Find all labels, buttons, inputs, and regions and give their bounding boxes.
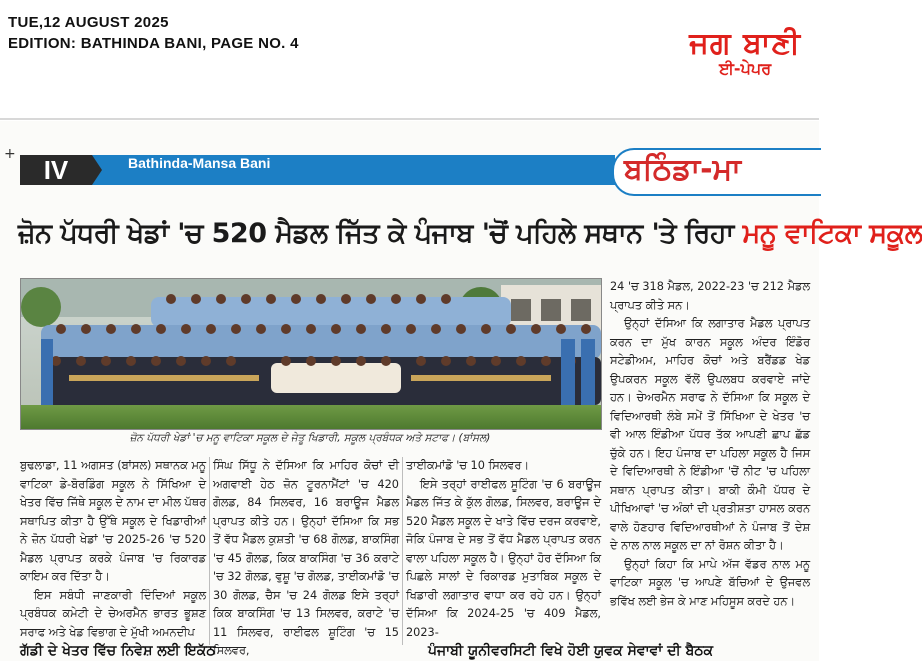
section-badge: [612, 148, 821, 196]
header-divider: [0, 118, 819, 120]
column-4-paragraph-1: 24 'ਚ 318 ਮੈਡਲ, 2022-23 'ਚ 212 ਮੈਡਲ ਪ੍ਰਾਪਤ ਕੀਤੇ ਸਨ।: [610, 280, 810, 312]
column-2-paragraph-1: ਸਿੰਘ ਸਿੱਧੂ ਨੇ ਦੱਸਿਆ ਕਿ ਮਾਹਿਰ ਕੋਚਾਂ ਦੀ ਅਗਵਾਈ ਹੇਠ ਜ਼ੋਨ ਟੂਰਨਾਮੈਂਟਾਂ 'ਚ 420 ਗੋਲਡ, 84 ਸਿਲਵਰ, 16 ਬਰਾਊਜ ਮੈਡਲ ਪ੍ਰਾਪਤ ਕੀਤੇ ਹਨ। ਉਨ੍ਹਾਂ ਦੱਸਿਆ ਕਿ ਸਭ ਤੋਂ ਵੱਧ ਮੈਡਲ ਕੁਸ਼ਤੀ 'ਚ 68 ਗੋਲਡ, ਬਾਕਸਿੰਗ 'ਚ 45 ਗੋਲਡ, ਕਿਕ ਬਾਕਸਿੰਗ 'ਚ 36 ਕਰਾਟੇ 'ਚ 32 ਗੋਲਡ, ਵੁਸ਼ੂ 'ਚ ਗੋਲਡ, ਤਾਈਕਮਾਂਡੋ 'ਚ 30 ਗੋਲਡ, ਚੈਸ 'ਚ 24 ਗੋਲਡ ਇਸੇ ਤਰ੍ਹਾਂ ਕਿਕ ਬਾਕਸਿੰਗ 'ਚ 13 ਸਿਲਵਰ, ਕਰਾਟੇ 'ਚ 11 ਸਿਲਵਰ, ਰਾਈਫਲ ਸ਼ੂਟਿੰਗ 'ਚ 15 ਸਿਲਵਰ,: [213, 459, 399, 657]
column-1-paragraph-1: ਬੁਢਲਾਡਾ, 11 ਅਗਸਤ (ਬਾਂਸਲ) ਸਥਾਨਕ ਮਨੂ ਵਾਟਿਕਾ ਡੇ-ਬੋਰਡਿੰਗ ਸਕੂਲ ਨੇ ਸਿੱਖਿਆ ਦੇ ਖੇਤਰ ਵਿੱਚ ਜਿੱਥੇ ਸਕੂਲ ਦੇ ਨਾਮ ਦਾ ਮੀਲ ਪੱਥਰ ਸਥਾਪਿਤ ਕੀਤਾ ਹੈ ਉੱਥੇ ਸਕੂਲ ਦੇ ਖਿਡਾਰੀਆਂ ਨੇ ਜ਼ੋਨ ਪੱਧਰੀ ਖੇਡਾਂ 'ਚ 2025-26 'ਚ 520 ਮੈਡਲ ਪ੍ਰਾਪਤ ਕਰਕੇ ਪੰਜਾਬ 'ਚ ਰਿਕਾਰਡ ਕਾਇਮ ਕਰ ਦਿੱਤਾ ਹੈ।: [20, 459, 206, 583]
page-number: IV: [20, 155, 92, 185]
section-band-title: Bathinda-Mansa Bani: [128, 155, 271, 171]
section-name: ਬਠਿੰਡਾ-ਮਾ: [624, 152, 741, 187]
next-headline-right: ਪੰਜਾਬੀ ਯੂਨੀਵਰਸਿਟੀ ਵਿਖੇ ਹੋਈ ਯੁਵਕ ਸੇਵਾਵਾਂ ਦੀ ਬੈਠਕ: [428, 643, 714, 659]
section-band: [20, 155, 615, 185]
column-3-paragraph-1: ਤਾਈਕਮਾਂਡੋ 'ਚ 10 ਸਿਲਵਰ।: [406, 459, 529, 472]
column-divider: [402, 457, 403, 645]
edition-info: EDITION: BATHINDA BANI, PAGE NO. 4: [8, 35, 299, 52]
headline-main: ਜ਼ੋਨ ਪੱਧਰੀ ਖੇਡਾਂ 'ਚ 520 ਮੈਡਲ ਜਿੱਤ ਕੇ ਪੰਜਾਬ 'ਚੋਂ ਪਹਿਲੇ ਸਥਾਨ 'ਤੇ ਰਿਹਾ: [18, 218, 734, 249]
next-headline-left: ਗੱਡੀ ਦੇ ਖੇਤਰ ਵਿੱਚ ਨਿਵੇਸ਼ ਲਈ ਇਕੱਠ: [20, 643, 216, 659]
issue-date: TUE,12 AUGUST 2025: [8, 14, 169, 31]
brand-subtitle: ਈ-ਪੇਪਰ: [719, 59, 772, 78]
jagbani-logo[interactable]: [689, 26, 801, 79]
crop-mark-icon: +: [4, 146, 16, 162]
epaper-header: [0, 0, 819, 118]
group-photo-image: [21, 279, 601, 429]
photo-caption: ਜ਼ੋਨ ਪੱਧਰੀ ਖੇਡਾਂ 'ਚ ਮਨੂ ਵਾਟਿਕਾ ਸਕੂਲ ਦੇ ਜੇਤੂ ਖਿਡਾਰੀ, ਸਕੂਲ ਪ੍ਰਬੰਧਕ ਅਤੇ ਸਟਾਫ। (ਬਾਂਸਲ): [129, 432, 491, 444]
column-1-paragraph-2: ਇਸ ਸਬੰਧੀ ਜਾਣਕਾਰੀ ਦਿੰਦਿਆਂ ਸਕੂਲ ਪ੍ਰਬੰਧਕ ਕਮੇਟੀ ਦੇ ਚੇਅਰਮੈਨ ਭਾਰਤ ਭੂਸ਼ਣ ਸਰਾਫ ਅਤੇ ਖੇਡ ਵਿਭਾਗ ਦੇ ਮੁੱਖੀ ਅਮਨਦੀਪ: [20, 588, 206, 639]
article-headline: [18, 218, 922, 258]
column-4-paragraph-2: ਉਨ੍ਹਾਂ ਦੱਸਿਆ ਕਿ ਲਗਾਤਾਰ ਮੈਡਲ ਪ੍ਰਾਪਤ ਕਰਨ ਦਾ ਮੁੱਖ ਕਾਰਨ ਸਕੂਲ ਅੰਦਰ ਇੰਡੋਰ ਸਟੇਡੀਅਮ, ਮਾਹਿਰ ਕੋਚਾਂ ਅਤੇ ਬਰੈਂਡਡ ਖੇਡ ਉਪਕਰਨ ਸਕੂਲ ਵੱਲੋਂ ਉਪਲਬਧ ਕਰਵਾਏ ਜਾਂਦੇ ਹਨ। ਚੇਅਰਮੈਨ ਸਰਾਫ ਨੇ ਦੱਸਿਆ ਕਿ ਸਕੂਲ ਦੇ ਵਿਦਿਆਰਥੀ ਲੰਬੇ ਸਮੇਂ ਤੋਂ ਸਿੱਖਿਆ ਦੇ ਖੇਤਰ 'ਚ ਵੀ ਆਲ ਇੰਡੀਆ ਪੱਧਰ ਤੱਕ ਆਪਣੀ ਛਾਪ ਛੱਡ ਚੁੱਕੇ ਹਨ। ਇਹ ਪੰਜਾਬ ਦਾ ਪਹਿਲਾ ਸਕੂਲ ਹੈ ਜਿਸ ਦੇ ਵਿਦਿਆਰਥੀ ਨੇ ਇੰਡੀਆ 'ਚੋਂ ਨੀਟ 'ਚ ਪਹਿਲਾ ਸਥਾਨ ਪ੍ਰਾਪਤ ਕੀਤਾ। ਬਾਕੀ ਕੌਮੀ ਪੱਧਰ ਦੇ ਪੀਖਿਆਵਾਂ 'ਚ ਅੰਕਾਂ ਦੀ ਪ੍ਰਤੀਸ਼ਤਾ ਹਾਸਲ ਕਰਨ ਵਾਲੇ ਹੋਣਹਾਰ ਵਿਦਿਆਰਥੀਆਂ ਨੇ ਪੰਜਾਬ ਤੋਂ ਦੇਸ਼ ਦੇ ਨਾਲ ਨਾਲ ਸਕੂਲ ਦਾ ਨਾਂ ਰੋਸ਼ਨ ਕੀਤਾ ਹੈ।: [610, 317, 810, 552]
article-column-3: [406, 457, 601, 647]
article-column-2: [213, 457, 399, 657]
column-3-paragraph-2: ਇਸੇ ਤਰ੍ਹਾਂ ਰਾਈਫਲ ਸੂਟਿੰਗ 'ਚ 6 ਬਰਾਊਜ ਮੈਡਲ ਜਿੱਤ ਕੇ ਕੁੱਲ ਗੋਲਡ, ਸਿਲਵਰ, ਬਰਾਊਜ ਦੇ 520 ਮੈਡਲ ਸਕੂਲ ਦੇ ਖਾਤੇ ਵਿੱਚ ਦਰਜ ਕਰਵਾਏ, ਜੋਕਿ ਪੰਜਾਬ ਦੇ ਸਭ ਤੋਂ ਵੱਧ ਮੈਡਲ ਪ੍ਰਾਪਤ ਕਰਨ ਵਾਲਾ ਪਹਿਲਾ ਸਕੂਲ ਹੈ। ਉਨ੍ਹਾਂ ਹੋਰ ਦੱਸਿਆ ਕਿ ਪਿਛਲੇ ਸਾਲਾਂ ਦੇ ਰਿਕਾਰਡ ਮੁਤਾਬਿਕ ਸਕੂਲ ਦੇ ਖਿਡਾਰੀ ਲਗਾਤਾਰ ਵਾਧਾ ਕਰ ਰਹੇ ਹਨ। ਉਨ੍ਹਾਂ ਦੱਸਿਆ ਕਿ 2024-25 'ਚ 409 ਮੈਡਲ, 2023-: [406, 477, 601, 639]
column-4-paragraph-3: ਉਨ੍ਹਾਂ ਕਿਹਾ ਕਿ ਮਾਪੇ ਅੱਜ ਵੱਡਰ ਨਾਲ ਮਨੂ ਵਾਟਿਕਾ ਸਕੂਲ 'ਚ ਆਪਣੇ ਬੱਚਿਆਂ ਦੇ ਉਜਵਲ ਭਵਿੱਖ ਲਈ ਭੇਜ ਕੇ ਮਾਣ ਮਹਿਸੂਸ ਕਰਦੇ ਹਨ।: [610, 557, 810, 608]
article-column-1: [20, 457, 206, 647]
next-article-headlines: [20, 643, 810, 661]
article-column-4: [610, 278, 810, 648]
brand-name: ਜਗ ਬਾਣੀ: [689, 26, 801, 61]
column-divider: [209, 457, 210, 645]
headline-highlight: ਮਨੂ ਵਾਟਿਕਾ ਸਕੂਲ: [742, 218, 922, 249]
group-photo: [20, 278, 602, 430]
